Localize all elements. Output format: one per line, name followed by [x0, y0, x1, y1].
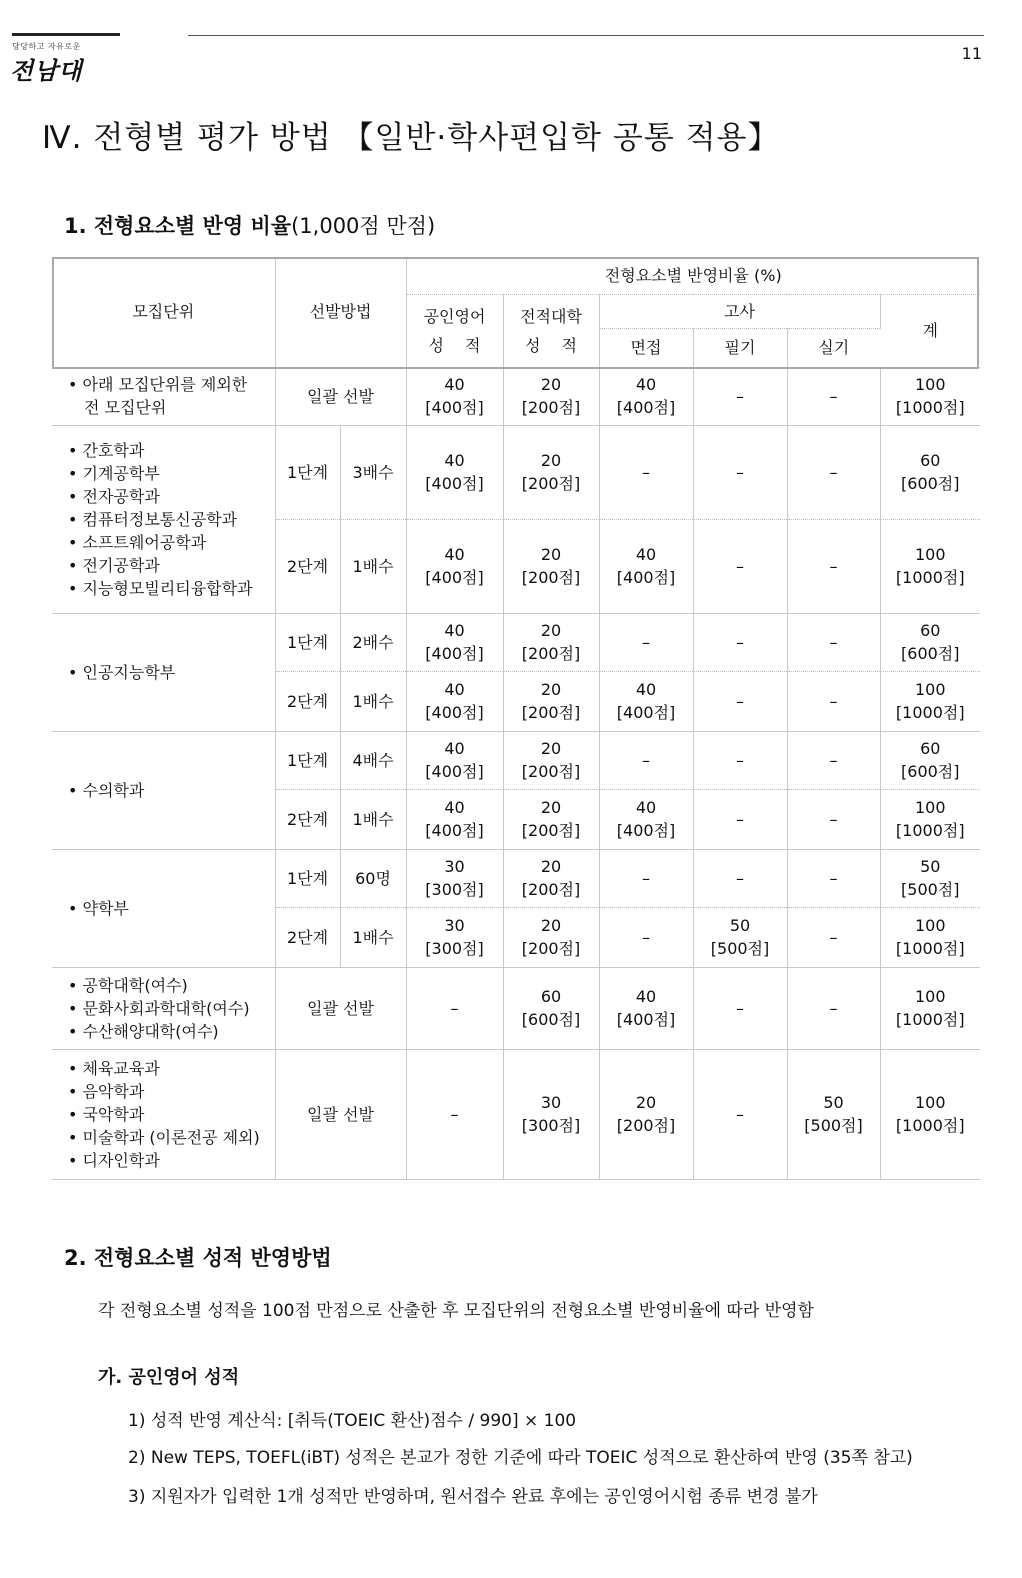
cell-line: – — [736, 809, 745, 829]
cell-line: [600점] — [521, 1010, 581, 1029]
cell-line: [400점] — [425, 821, 484, 840]
stage-cell: 2단계 — [275, 907, 340, 967]
university-logo: 전남대 — [10, 56, 83, 85]
unit-cell — [52, 1049, 275, 1179]
cell-line: • 간호학과 — [68, 440, 145, 460]
cell-line: [400점] — [425, 762, 484, 781]
college-cell — [503, 671, 599, 731]
cell-line: – — [642, 927, 651, 947]
english-cell — [406, 789, 503, 849]
cell-line: • 미술학과 (이론전공 제외) — [68, 1127, 260, 1147]
written-cell — [693, 519, 787, 613]
header-interview: 면접 — [599, 328, 693, 367]
cell-line: – — [450, 1104, 459, 1124]
section-1-title-note: (1,000점 만점) — [291, 214, 436, 238]
cell-line: [400점] — [425, 568, 484, 587]
cell-line: [400점] — [425, 644, 484, 663]
table-row — [52, 613, 980, 671]
practical-cell — [787, 967, 880, 1049]
practical-cell — [787, 425, 880, 519]
cell-line: 50 — [823, 1093, 844, 1112]
english-cell — [406, 731, 503, 789]
cell-line: [400점] — [616, 703, 676, 722]
english-cell — [406, 967, 503, 1049]
cell-line: [200점] — [521, 398, 581, 417]
cell-line: 40 — [444, 451, 465, 470]
written-cell — [693, 731, 787, 789]
cell-line: 20 — [540, 857, 562, 876]
section-1-title-main: 1. 전형요소별 반영 비율 — [64, 214, 292, 238]
page-number: 11 — [961, 44, 982, 63]
cell-line: 40 — [444, 621, 465, 640]
cell-line: 40 — [635, 798, 657, 817]
interview-cell — [599, 613, 693, 671]
cell-line: – — [829, 927, 838, 947]
stage-cell: 1단계 — [275, 731, 340, 789]
cell-line: – — [829, 386, 838, 406]
cell-line: 40 — [635, 545, 657, 564]
college-cell — [503, 519, 599, 613]
header-written: 필기 — [693, 328, 787, 367]
written-cell — [693, 907, 787, 967]
table-row — [52, 967, 980, 1049]
practical-cell — [787, 519, 880, 613]
college-cell — [503, 967, 599, 1049]
cell-line: 100 — [914, 680, 946, 699]
interview-cell — [599, 1049, 693, 1179]
cell-line: – — [450, 998, 459, 1018]
multiple-cell: 1배수 — [340, 671, 406, 731]
method-cell: 일괄 선발 — [275, 967, 406, 1049]
interview-cell — [599, 425, 693, 519]
cell-line: [200점] — [521, 474, 581, 493]
cell-line: 20 — [540, 798, 562, 817]
cell-line: • 수산해양대학(여수) — [68, 1021, 219, 1041]
cell-line: 40 — [635, 987, 657, 1006]
cell-line: • 기계공학부 — [68, 463, 160, 483]
cell-line: 40 — [635, 375, 657, 394]
cell-line: [600점] — [901, 474, 960, 493]
multiple-cell: 60명 — [340, 849, 406, 907]
cell-line: • 공학대학(여수) — [68, 975, 188, 995]
cell-line: • 수의학과 — [68, 780, 145, 800]
cell-line: – — [829, 750, 838, 770]
stage-cell: 1단계 — [275, 425, 340, 519]
practical-cell — [787, 367, 880, 425]
cell-line: 20 — [540, 375, 562, 394]
cell-line: 100 — [914, 1093, 946, 1112]
cell-line: 40 — [444, 739, 465, 758]
cell-line: [400점] — [616, 1010, 676, 1029]
cell-line: – — [736, 556, 745, 576]
cell-line: 100 — [914, 987, 946, 1006]
cell-line: • 소프트웨어공학과 — [68, 532, 207, 552]
total-cell — [880, 425, 980, 519]
cell-line: [600점] — [901, 644, 960, 663]
cell-line: [400점] — [425, 398, 484, 417]
college-cell — [503, 789, 599, 849]
cell-line: [200점] — [521, 880, 581, 899]
college-cell — [503, 849, 599, 907]
college-cell — [503, 731, 599, 789]
logo-tagline: 당당하고 자유로운 — [12, 42, 81, 51]
stage-cell: 2단계 — [275, 519, 340, 613]
cell-line: • 디자인학과 — [68, 1150, 160, 1170]
cell-line: [200점] — [521, 703, 581, 722]
cell-line: • 문화사회과학대학(여수) — [68, 998, 250, 1018]
header-unit: 모집단위 — [52, 257, 275, 367]
method-cell: 일괄 선발 — [275, 367, 406, 425]
cell-line: 30 — [444, 916, 465, 935]
interview-cell — [599, 789, 693, 849]
cell-line: – — [642, 462, 651, 482]
multiple-cell: 2배수 — [340, 613, 406, 671]
multiple-cell: 1배수 — [340, 907, 406, 967]
logo-bar — [12, 33, 120, 36]
cell-line: • 약학부 — [68, 898, 129, 918]
cell-line: • 국악학과 — [68, 1104, 145, 1124]
list-item: 2) New TEPS, TOEFL(iBT) 성적은 본교가 정한 기준에 따라 TOEIC 성적으로 환산하여 반영 (35쪽 참고) — [128, 1448, 913, 1468]
cell-line: [500점] — [804, 1116, 863, 1135]
cell-line: [400점] — [616, 821, 676, 840]
total-cell — [880, 731, 980, 789]
section-1-title — [64, 210, 435, 240]
cell-line: • 컴퓨터정보통신공학과 — [68, 509, 238, 529]
cell-line: 40 — [444, 798, 465, 817]
multiple-cell: 3배수 — [340, 425, 406, 519]
practical-cell — [787, 1049, 880, 1179]
cell-line: – — [736, 1104, 745, 1124]
header-ratio: 전형요소별 반영비율 (%) — [406, 257, 980, 294]
cell-line: 20 — [635, 1093, 657, 1112]
cell-line: • 전자공학과 — [68, 486, 160, 506]
cell-line: [200점] — [521, 644, 581, 663]
cell-line: [200점] — [521, 939, 581, 958]
header-english — [406, 294, 503, 367]
cell-line: 60 — [920, 451, 941, 470]
header-college-line1: 전적대학 — [520, 306, 582, 326]
cell-line: • 전기공학과 — [68, 555, 160, 575]
cell-line: • 음악학과 — [68, 1081, 145, 1101]
cell-line: [1000점] — [895, 703, 965, 722]
table-body — [52, 257, 980, 1179]
section-2-title: 2. 전형요소별 성적 반영방법 — [64, 1246, 332, 1270]
unit-cell — [52, 731, 275, 849]
interview-cell — [599, 967, 693, 1049]
evaluation-ratio-table — [52, 257, 980, 1180]
method-cell: 일괄 선발 — [275, 1049, 406, 1179]
cell-line: – — [736, 750, 745, 770]
interview-cell — [599, 907, 693, 967]
total-cell — [880, 671, 980, 731]
english-cell — [406, 367, 503, 425]
cell-line: [200점] — [521, 568, 581, 587]
multiple-cell: 1배수 — [340, 789, 406, 849]
practical-cell — [787, 849, 880, 907]
cell-line: 40 — [444, 680, 465, 699]
list-item: 1) 성적 반영 계산식: [취득(TOEIC 환산)점수 / 990] × 100 — [128, 1411, 577, 1431]
cell-line: [1000점] — [895, 1116, 965, 1135]
cell-line: – — [829, 809, 838, 829]
cell-line: [400점] — [616, 398, 676, 417]
english-cell — [406, 1049, 503, 1179]
cell-line: 30 — [444, 857, 465, 876]
cell-line: 20 — [540, 739, 562, 758]
cell-line: 20 — [540, 680, 562, 699]
cell-line: 전 모집단위 — [68, 398, 167, 417]
practical-cell — [787, 671, 880, 731]
cell-line: [1000점] — [895, 821, 965, 840]
header-method: 선발방법 — [275, 257, 406, 367]
interview-cell — [599, 367, 693, 425]
cell-line: – — [736, 462, 745, 482]
cell-line: • 인공지능학부 — [68, 662, 176, 682]
cell-line: 50 — [920, 857, 941, 876]
unit-cell — [52, 613, 275, 731]
header-english-line1: 공인영어 — [423, 306, 486, 326]
english-cell — [406, 425, 503, 519]
practical-cell — [787, 789, 880, 849]
total-cell — [880, 789, 980, 849]
unit-cell — [52, 367, 275, 425]
header-college — [503, 294, 599, 367]
table-row — [52, 425, 980, 519]
interview-cell — [599, 671, 693, 731]
cell-line: [600점] — [901, 762, 960, 781]
practical-cell — [787, 731, 880, 789]
written-cell — [693, 425, 787, 519]
practical-cell — [787, 613, 880, 671]
written-cell — [693, 367, 787, 425]
cell-line: [400점] — [616, 568, 676, 587]
cell-line: [1000점] — [895, 939, 965, 958]
cell-line: [200점] — [616, 1116, 676, 1135]
cell-line: 60 — [920, 621, 941, 640]
multiple-cell: 1배수 — [340, 519, 406, 613]
cell-line: – — [736, 632, 745, 652]
college-cell — [503, 367, 599, 425]
total-cell — [880, 907, 980, 967]
interview-cell — [599, 519, 693, 613]
total-cell — [880, 367, 980, 425]
college-cell — [503, 425, 599, 519]
college-cell — [503, 1049, 599, 1179]
english-cell — [406, 671, 503, 731]
cell-line: – — [642, 632, 651, 652]
unit-cell — [52, 967, 275, 1049]
cell-line: 100 — [914, 798, 946, 817]
english-cell — [406, 907, 503, 967]
written-cell — [693, 613, 787, 671]
cell-line: 30 — [540, 1093, 562, 1112]
college-cell — [503, 613, 599, 671]
interview-cell — [599, 731, 693, 789]
english-cell — [406, 849, 503, 907]
cell-line: – — [736, 868, 745, 888]
cell-line: [300점] — [521, 1116, 581, 1135]
cell-line: 60 — [920, 739, 941, 758]
cell-line: 40 — [635, 680, 657, 699]
cell-line: • 지능형모빌리티융합학과 — [68, 578, 253, 598]
stage-cell: 2단계 — [275, 789, 340, 849]
unit-cell — [52, 425, 275, 613]
cell-line: 40 — [444, 375, 465, 394]
college-cell — [503, 907, 599, 967]
cell-line: – — [829, 868, 838, 888]
cell-line: – — [736, 691, 745, 711]
table-row — [52, 1049, 980, 1179]
total-cell — [880, 967, 980, 1049]
cell-line: – — [736, 386, 745, 406]
cell-line: 100 — [914, 916, 946, 935]
cell-line: 40 — [444, 545, 465, 564]
cell-line: [200점] — [521, 821, 581, 840]
written-cell — [693, 671, 787, 731]
written-cell — [693, 849, 787, 907]
chapter-title: Ⅳ. 전형별 평가 방법 【일반·학사편입학 공통 적용】 — [42, 120, 780, 156]
cell-line: 20 — [540, 545, 562, 564]
english-cell — [406, 613, 503, 671]
cell-line: [400점] — [425, 703, 484, 722]
header-college-line2: 성 적 — [525, 335, 578, 355]
written-cell — [693, 789, 787, 849]
cell-line: 60 — [540, 987, 562, 1006]
cell-line: – — [642, 868, 651, 888]
cell-line: [500점] — [901, 880, 960, 899]
header-practical: 실기 — [787, 328, 880, 367]
header-english-line2: 성 적 — [428, 335, 481, 355]
cell-line: [300점] — [425, 880, 484, 899]
written-cell — [693, 967, 787, 1049]
cell-line: – — [829, 462, 838, 482]
cell-line: 20 — [540, 451, 562, 470]
section-2-body: 각 전형요소별 성적을 100점 만점으로 산출한 후 모집단위의 전형요소별 반영비율에 따라 반영함 — [98, 1301, 814, 1321]
interview-cell — [599, 849, 693, 907]
table-row — [52, 731, 980, 789]
cell-line: [1000점] — [895, 398, 965, 417]
cell-line: [500점] — [710, 939, 770, 958]
cell-line: – — [829, 998, 838, 1018]
table-row — [52, 849, 980, 907]
header-exam: 고사 — [599, 294, 880, 328]
table-row — [52, 367, 980, 425]
cell-line: • 체육교육과 — [68, 1058, 160, 1078]
stage-cell: 1단계 — [275, 613, 340, 671]
cell-line: 100 — [914, 375, 946, 394]
written-cell — [693, 1049, 787, 1179]
stage-cell: 2단계 — [275, 671, 340, 731]
total-cell — [880, 1049, 980, 1179]
cell-line: 50 — [729, 916, 751, 935]
english-cell — [406, 519, 503, 613]
cell-line: – — [829, 632, 838, 652]
total-cell — [880, 519, 980, 613]
cell-line: [1000점] — [895, 1010, 965, 1029]
cell-line: [1000점] — [895, 568, 965, 587]
cell-line: 20 — [540, 621, 562, 640]
header-row-1 — [52, 257, 980, 294]
cell-line: [400점] — [425, 474, 484, 493]
cell-line: – — [829, 556, 838, 576]
list-item: 3) 지원자가 입력한 1개 성적만 반영하며, 원서접수 완료 후에는 공인영어시험 종류 변경 불가 — [128, 1487, 818, 1507]
cell-line: [200점] — [521, 762, 581, 781]
practical-cell — [787, 907, 880, 967]
cell-line: • 아래 모집단위를 제외한 — [68, 375, 248, 394]
total-cell — [880, 613, 980, 671]
cell-line: – — [642, 750, 651, 770]
stage-cell: 1단계 — [275, 849, 340, 907]
subsection-title: 가. 공인영어 성적 — [98, 1367, 240, 1388]
header-rule — [188, 35, 984, 36]
total-cell — [880, 849, 980, 907]
cell-line: – — [829, 691, 838, 711]
multiple-cell: 4배수 — [340, 731, 406, 789]
cell-line: – — [736, 998, 745, 1018]
cell-line: 100 — [914, 545, 946, 564]
cell-line: [300점] — [425, 939, 484, 958]
unit-cell — [52, 849, 275, 967]
header-total: 계 — [880, 294, 980, 367]
cell-line: 20 — [540, 916, 562, 935]
